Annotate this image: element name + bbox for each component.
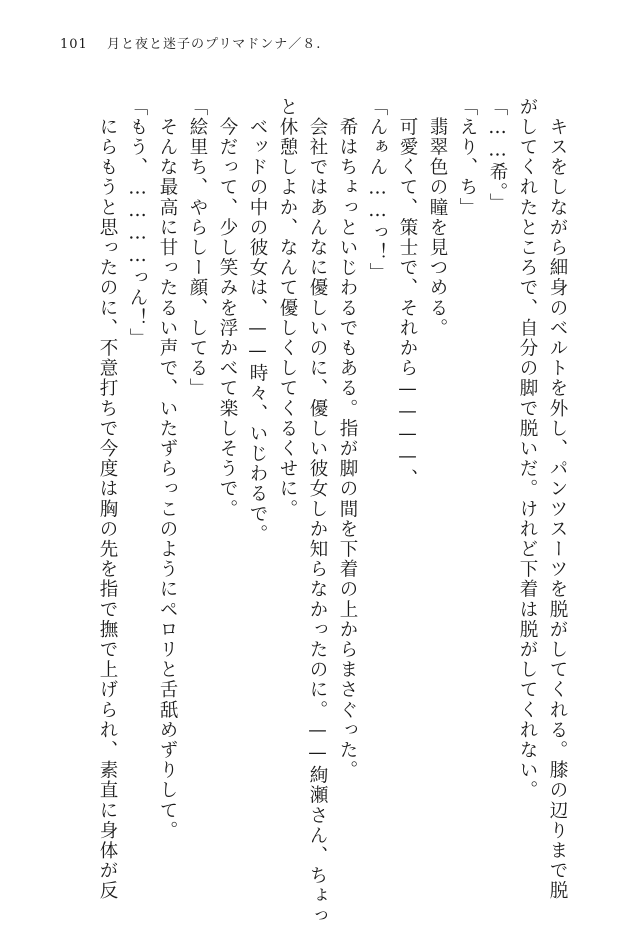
text-line: 希はちょっといじわるでもある。指が脚の間を下着の上からまさぐった。: [337, 97, 358, 781]
text-line: と休憩しよか、なんて優しくしてくるくせに。: [277, 97, 298, 520]
text-line: 「……希。」: [487, 97, 508, 214]
vertical-text-body: [92, 97, 572, 926]
text-line: 「もう、…………っん！」: [127, 97, 148, 349]
text-line: そんな最高に甘ったるい声で、いたずらっこのようにペロリと舌舐めずりして。: [157, 97, 178, 841]
text-line: 翡翠色の瞳を見つめる。: [427, 97, 448, 339]
text-line: キスをしながら細身のベルトを外し、パンツスーツを脱がしてくれる。膝の辺りまで脱: [547, 97, 568, 901]
text-line: ベッドの中の彼女は、——時々、いじわるで。: [247, 97, 268, 545]
text-line: 「んぁん……っ！」: [367, 97, 388, 283]
text-line: 可愛くて、策士で、それから————、: [397, 97, 418, 489]
text-line: がしてくれたところで、自分の脚で脱いだ。けれど下着は脱がしてくれない。: [517, 97, 538, 801]
page-number: 101: [60, 37, 88, 52]
running-title: 月と夜と迷子のプリマドンナ／８.: [106, 37, 322, 52]
text-line: 「えり、ち」: [457, 97, 478, 218]
text-line: 今だって、少し笑みを浮かべて楽しそうで。: [217, 97, 238, 520]
running-header: [60, 33, 321, 52]
text-line: 会社ではあんなに優しいのに、優しい彼女しか知らなかったのに。——絢瀬さん、ちょっ: [307, 97, 328, 926]
text-line: 「絵里ち、やらしー顔、してる」: [187, 97, 208, 399]
text-line: にらもうと思ったのに、不意打ちで今度は胸の先を指で撫で上げられ、素直に身体が反: [97, 97, 118, 901]
